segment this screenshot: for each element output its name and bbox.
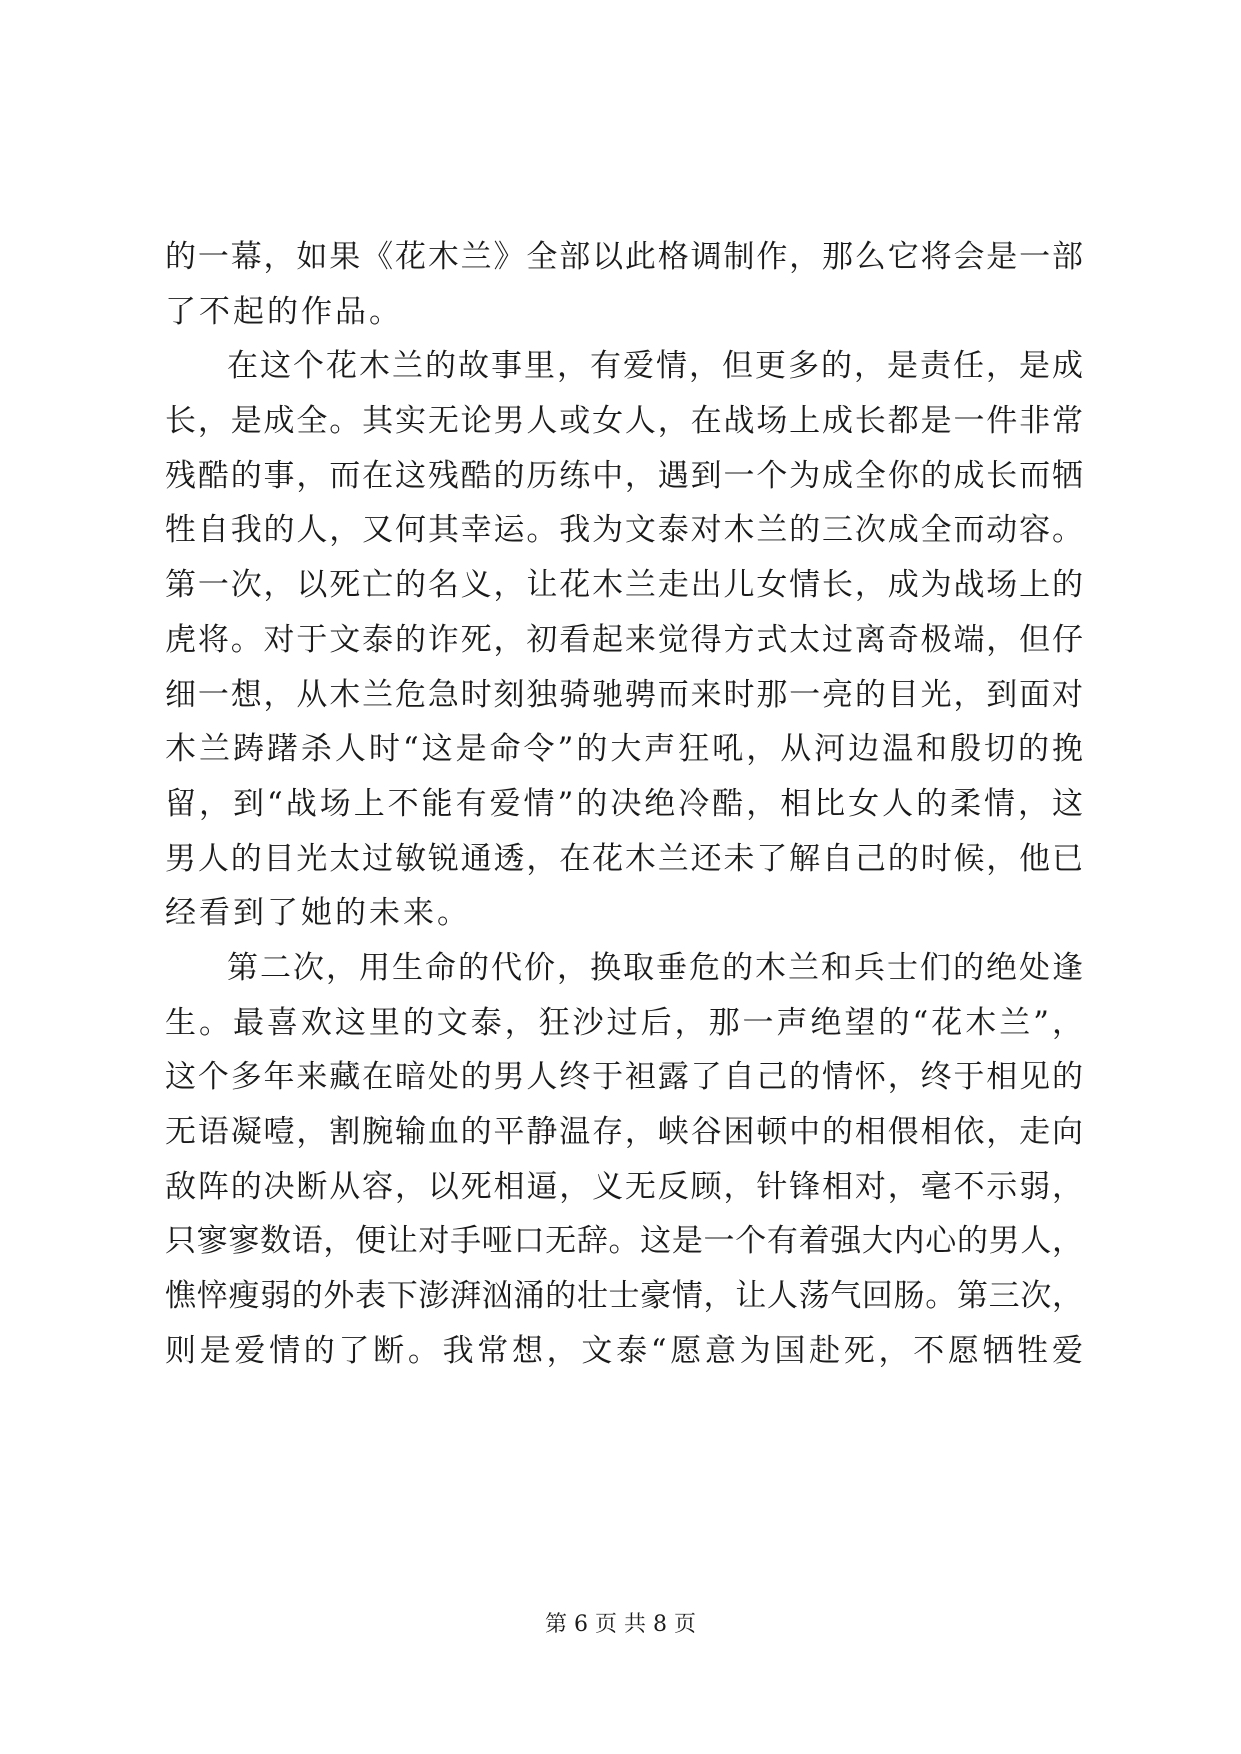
text-line: 这个多年来藏在暗处的男人终于袒露了自己的情怀，终于相见的: [165, 1059, 1083, 1096]
text-line: 则是爱情的了断。我常想，文泰“愿意为国赴死，不愿牺牲爱: [165, 1332, 1083, 1369]
text-line: 牲自我的人，又何其幸运。我为文泰对木兰的三次成全而动容。: [165, 512, 1083, 549]
text-line: 无语凝噎，割腕输血的平静温存，峡谷困顿中的相偎相依，走向: [165, 1114, 1083, 1150]
text-line: 生。最喜欢这里的文泰，狂沙过后，那一声绝望的“花木兰”，: [165, 1004, 1083, 1041]
paragraph-start-line: 在这个花木兰的故事里，有爱情，但更多的，是责任，是成: [227, 348, 1083, 385]
page-number-footer: 第 6 页 共 8 页: [545, 1612, 696, 1637]
text-line: 虎将。对于文泰的诈死，初看起来觉得方式太过离奇极端，但仔: [165, 621, 1083, 658]
text-line: 男人的目光太过敏锐通透，在花木兰还未了解自己的时候，他已: [165, 840, 1083, 877]
text-line: 经看到了她的未来。: [165, 895, 471, 932]
text-line: 细一想，从木兰危急时刻独骑驰骋而来时那一亮的目光，到面对: [165, 676, 1083, 713]
text-line: 木兰踌躇杀人时“这是命令”的大声狂吼，从河边温和殷切的挽: [165, 731, 1083, 768]
paragraph-start-line: 第二次，用生命的代价，换取垂危的木兰和兵士们的绝处逢: [227, 949, 1083, 986]
text-line: 只寥寥数语，便让对手哑口无辞。这是一个有着强大内心的男人，: [165, 1223, 1083, 1260]
text-line: 残酷的事，而在这残酷的历练中，遇到一个为成全你的成长而牺: [165, 457, 1083, 494]
text-line: 的一幕，如果《花木兰》全部以此格调制作，那么它将会是一部: [165, 239, 1083, 275]
document-body: [165, 230, 1083, 1378]
text-line: 了不起的作品。: [165, 293, 403, 330]
text-line: 敌阵的决断从容，以死相逼，义无反顾，针锋相对，毫不示弱，: [165, 1168, 1083, 1205]
text-line: 憔悴瘦弱的外表下澎湃汹涌的壮士豪情，让人荡气回肠。第三次，: [165, 1278, 1083, 1315]
text-line: 留，到“战场上不能有爱情”的决绝冷酷，相比女人的柔情，这: [165, 785, 1083, 822]
text-line: 第一次，以死亡的名义，让花木兰走出儿女情长，成为战场上的: [165, 567, 1083, 604]
text-line: 长，是成全。其实无论男人或女人，在战场上成长都是一件非常: [165, 403, 1083, 440]
